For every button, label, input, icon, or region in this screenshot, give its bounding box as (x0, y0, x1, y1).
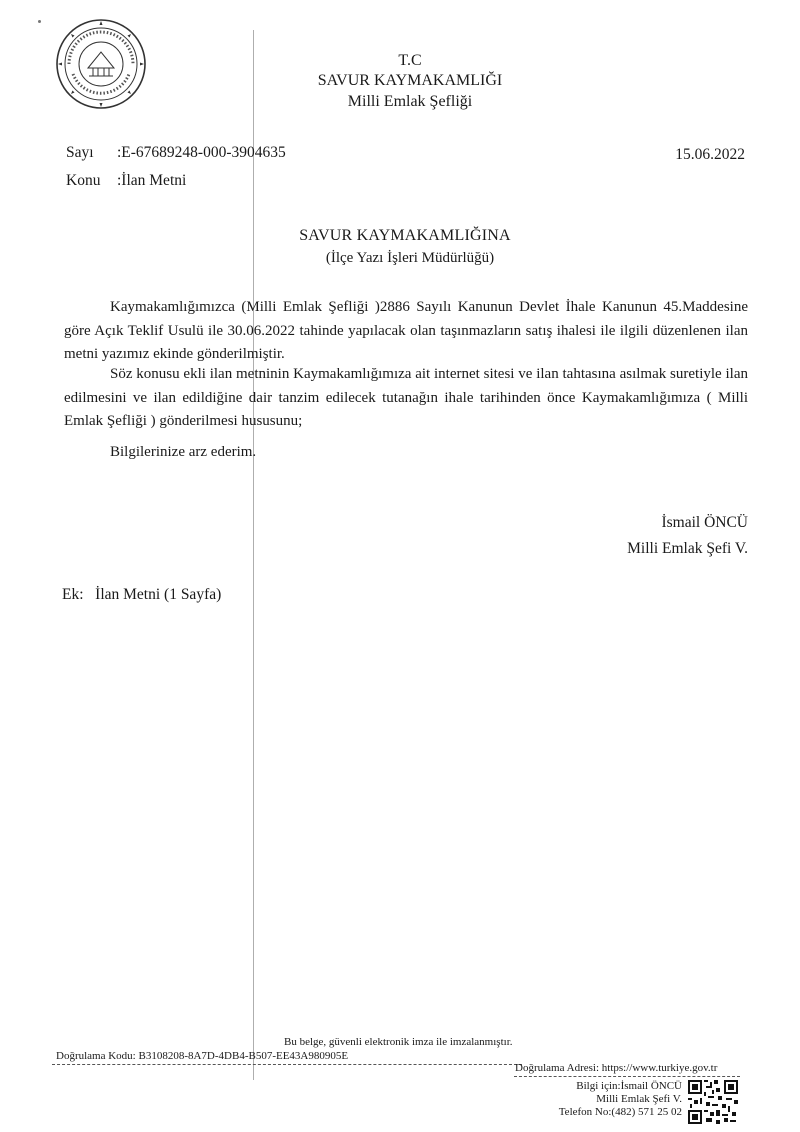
header-unit: Milli Emlak Şefliği (347, 93, 473, 110)
body-paragraph-3: Bilgilerinize arz ederim. (110, 444, 257, 460)
scan-fold-line (253, 30, 254, 1080)
footer-divider (52, 1064, 522, 1065)
scan-speck (38, 20, 41, 23)
verification-code: Doğrulama Kodu: B3108208-8A7D-4DB4-B507-EE43A980905E (56, 1050, 349, 1062)
attachment-value: İlan Metni (1 Sayfa) (95, 586, 222, 603)
qr-code-icon (688, 1080, 738, 1124)
contact-phone: Telefon No:(482) 571 25 02 (558, 1106, 682, 1118)
body-paragraph-2: Söz konusu ekli ilan metninin Kaymakamlığımıza ait internet sitesi ve ilan tahtasına asılmak suretiyle ilan edilmesini ve ilan edildiğine dair tanzim edilecek tutanağın ihale tarihinden önce Kaymakamlığımıza ( Milli Emlak Şefliği ) gönderilmesi hususunu; (64, 366, 748, 429)
esign-note: Bu belge, güvenli elektronik imza ile imzalanmıştır. (284, 1036, 513, 1048)
body-paragraph-1: Kaymakamlığımızca (Milli Emlak Şefliği )2886 Sayılı Kanunun Devlet İhale Kanunun 45.Maddesine göre Açık Teklif Usulü ile 30.06.2022 tahinde yapılacak olan taşınmazların satış ihalesi ile ilgili düzenlenen ilan metni yazımız ekinde gönderilmiştir. (64, 299, 748, 362)
verification-address: Doğrulama Adresi: https://www.turkiye.gov.tr (515, 1062, 718, 1074)
konu-value: :İlan Metni (117, 172, 187, 189)
sayi-value: :E-67689248-000-3904635 (117, 144, 286, 161)
sayi-label: Sayı (66, 144, 94, 161)
attachment-label: Ek: (62, 586, 84, 603)
signatory-name: İsmail ÖNCÜ (661, 514, 748, 531)
contact-title: Milli Emlak Şefi V. (596, 1093, 682, 1105)
attachment (62, 586, 221, 604)
header-tc: T.C (398, 52, 422, 69)
footer-divider (514, 1076, 740, 1077)
signatory-title: Milli Emlak Şefi V. (627, 540, 748, 557)
document-date: 15.06.2022 (675, 146, 745, 163)
addressee-title: SAVUR KAYMAKAMLIĞINA (299, 227, 511, 244)
konu-label: Konu (66, 172, 101, 189)
header-institution: SAVUR KAYMAKAMLIĞI (317, 72, 503, 89)
addressee-subtitle: (İlçe Yazı İşleri Müdürlüğü) (325, 250, 495, 266)
contact-person: Bilgi için:İsmail ÖNCÜ (576, 1080, 682, 1092)
contact-info (559, 1080, 682, 1119)
